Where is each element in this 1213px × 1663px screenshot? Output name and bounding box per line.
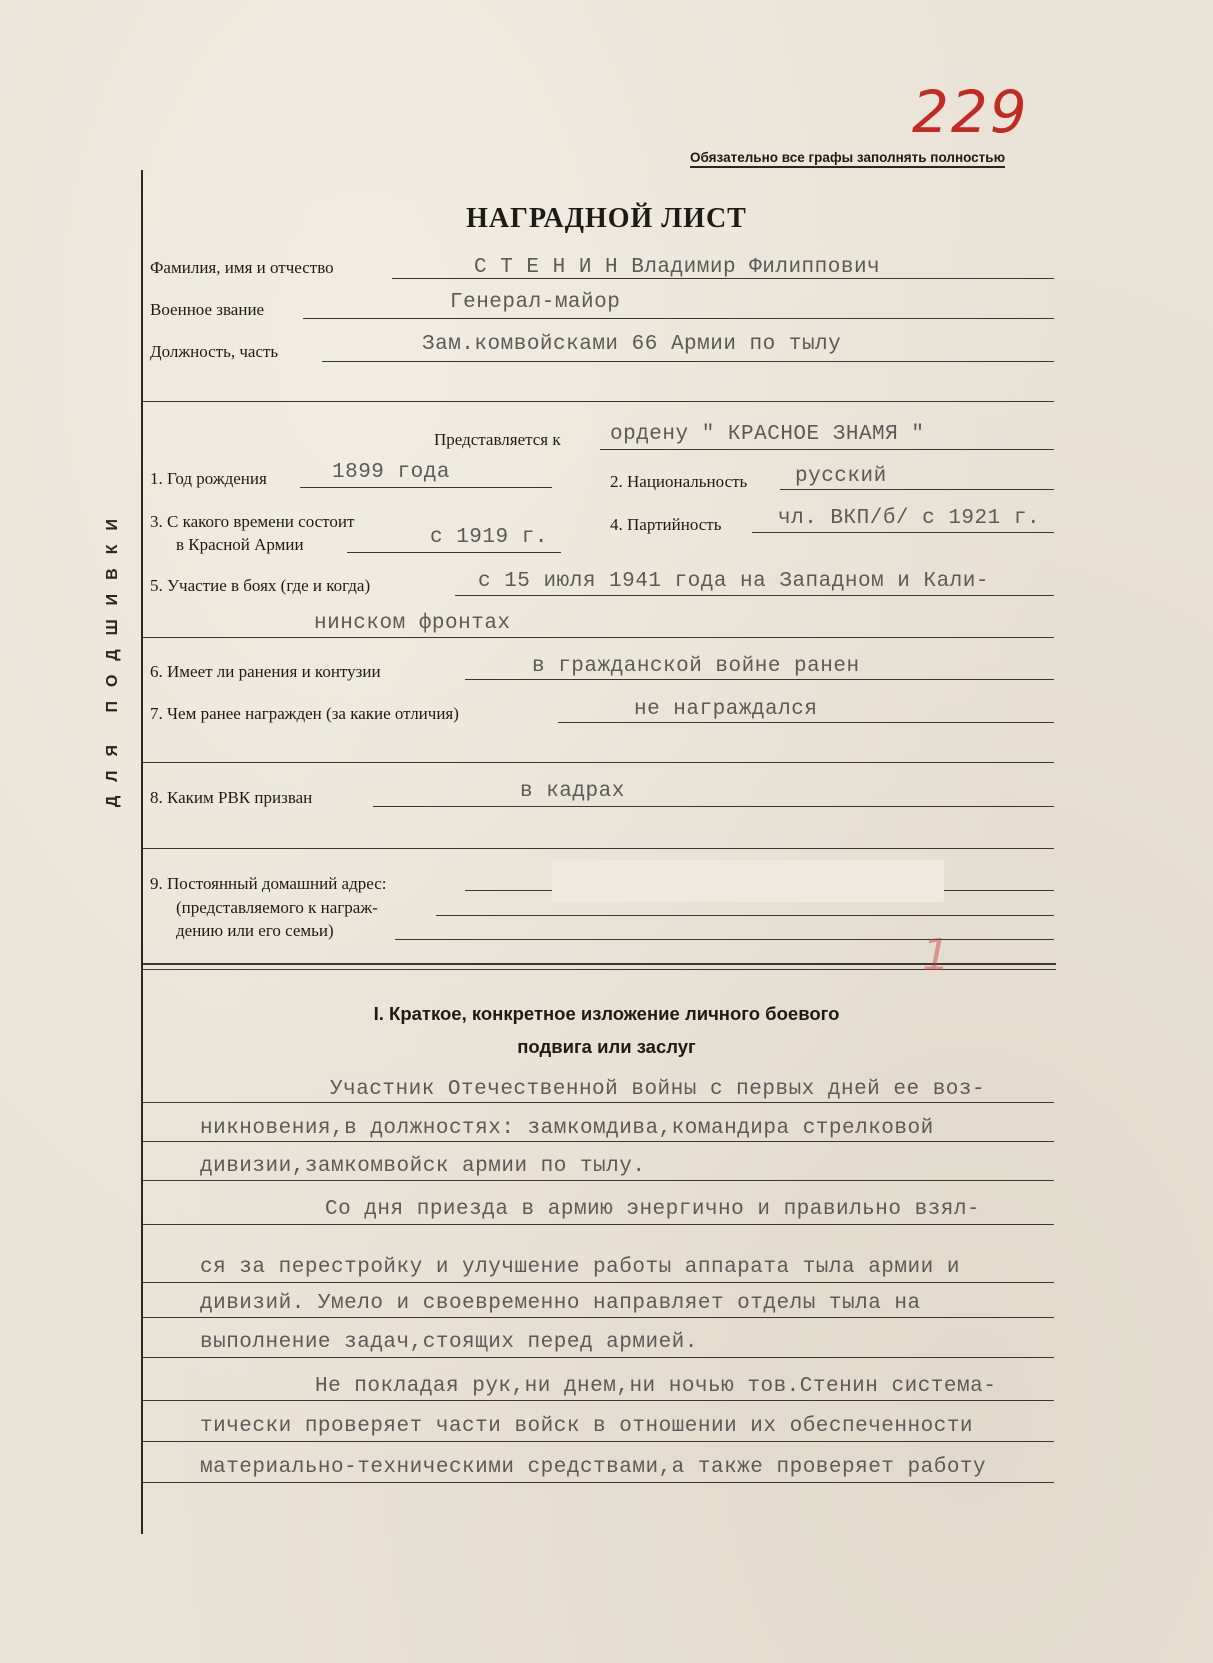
narrative-rule-6 [143, 1317, 1054, 1318]
award-label: Представляется к [434, 430, 561, 449]
narrative-rule-9 [143, 1441, 1054, 1442]
narrative-line: выполнение задач,стоящих перед армией. [200, 1331, 698, 1354]
previous-awards-line-2 [143, 762, 1054, 763]
narrative-rule-3 [143, 1180, 1054, 1181]
narrative-line: дивизии,замкомвойск армии по тылу. [200, 1155, 646, 1178]
army-since-label-2: в Красной Армии [176, 535, 304, 554]
wounds-label: 6. Имеет ли ранения и контузии [150, 662, 381, 681]
previous-awards-label: 7. Чем ранее награжден (за какие отличия) [150, 704, 459, 723]
section-heading-2: подвига или заслуг [517, 1036, 696, 1057]
narrative-rule-10 [143, 1482, 1054, 1483]
rvk-line [373, 806, 1054, 807]
narrative-line: Со дня приезда в армию энергично и правильно взял- [325, 1198, 981, 1221]
narrative-rule-2 [143, 1141, 1054, 1142]
position-line [322, 361, 1054, 362]
party-line [752, 532, 1054, 533]
address-line-3 [395, 939, 1054, 940]
narrative-line: никновения,в должностях: замкомдива,командира стрелковой [200, 1117, 934, 1140]
section-separator-1 [143, 963, 1056, 965]
nationality-label: 2. Национальность [610, 472, 748, 491]
battles-value-1: с 15 июля 1941 года на Западном и Кали- [478, 570, 989, 593]
birth-year-line [300, 487, 552, 488]
battles-label: 5. Участие в боях (где и когда) [150, 576, 371, 595]
position-value: Зам.комвойсками 66 Армии по тылу [422, 333, 842, 356]
rank-value: Генерал-майор [450, 291, 621, 314]
narrative-line: ся за перестройку и улучшение работы аппарата тыла армии и [200, 1256, 960, 1279]
address-label-2: (представляемого к награж- [176, 898, 378, 917]
rvk-line-2 [143, 848, 1054, 849]
name-value: С Т Е Н И Н Владимир Филиппович [474, 256, 881, 279]
rank-label: Военное звание [150, 300, 265, 319]
faint-pencil-mark: 1 [922, 930, 950, 981]
birth-year-label: 1. Год рождения [150, 469, 267, 488]
nationality-line [780, 489, 1054, 490]
wounds-value: в гражданской войне ранен [532, 655, 860, 678]
position-label: Должность, часть [150, 342, 279, 361]
address-label-3: дению или его семьи) [176, 921, 334, 940]
award-value: ордену " КРАСНОЕ ЗНАМЯ " [610, 423, 925, 446]
army-since-value: с 1919 г. [430, 526, 548, 549]
binding-margin-line [141, 170, 143, 1534]
narrative-line: материально-техническими средствами,а также проверяет работу [200, 1456, 987, 1479]
narrative-rule-8 [143, 1400, 1054, 1401]
name-label: Фамилия, имя и отчество [150, 258, 334, 277]
army-since-line [347, 552, 561, 553]
redacted-address [552, 860, 944, 902]
section-heading-1: I. Краткое, конкретное изложение личного боевого [373, 1003, 840, 1024]
narrative-line: тически проверяет части войск в отношении их обеспеченности [200, 1415, 974, 1438]
battles-line-1 [455, 595, 1054, 596]
position-line-2 [143, 401, 1054, 402]
binding-margin-label: ДЛЯ ПОДШИВКИ [104, 505, 121, 808]
narrative-rule-7 [143, 1357, 1054, 1358]
wounds-line [465, 679, 1054, 680]
fill-notice: Обязательно все графы заполнять полностью [690, 150, 1005, 168]
narrative-line: дивизий. Умело и своевременно направляет отделы тыла на [200, 1292, 921, 1315]
nationality-value: русский [795, 465, 887, 488]
previous-awards-line [558, 722, 1054, 723]
narrative-rule-5 [143, 1282, 1054, 1283]
narrative-line: Участник Отечественной войны с первых дней ее воз- [330, 1078, 986, 1101]
previous-awards-value: не награждался [634, 698, 818, 721]
award-line [600, 449, 1054, 450]
archive-number: 229 [912, 78, 1029, 146]
party-value: чл. ВКП/б/ с 1921 г. [778, 507, 1041, 530]
address-label-1: 9. Постоянный домашний адрес: [150, 874, 387, 893]
document-title: НАГРАДНОЙ ЛИСТ [466, 203, 747, 234]
battles-value-2: нинском фронтах [314, 612, 511, 635]
birth-year-value: 1899 года [332, 461, 450, 484]
rank-line [303, 318, 1054, 319]
address-line-2 [436, 915, 1054, 916]
party-label: 4. Партийность [610, 515, 722, 534]
narrative-line: Не покладая рук,ни днем,ни ночью тов.Стенин система- [315, 1375, 997, 1398]
army-since-label-1: 3. С какого времени состоит [150, 512, 355, 531]
section-separator-2 [143, 969, 1056, 970]
rvk-label: 8. Каким РВК призван [150, 788, 313, 807]
narrative-rule-4 [143, 1224, 1054, 1225]
battles-line-2 [143, 637, 1054, 638]
rvk-value: в кадрах [520, 780, 625, 803]
narrative-rule-1 [143, 1102, 1054, 1103]
